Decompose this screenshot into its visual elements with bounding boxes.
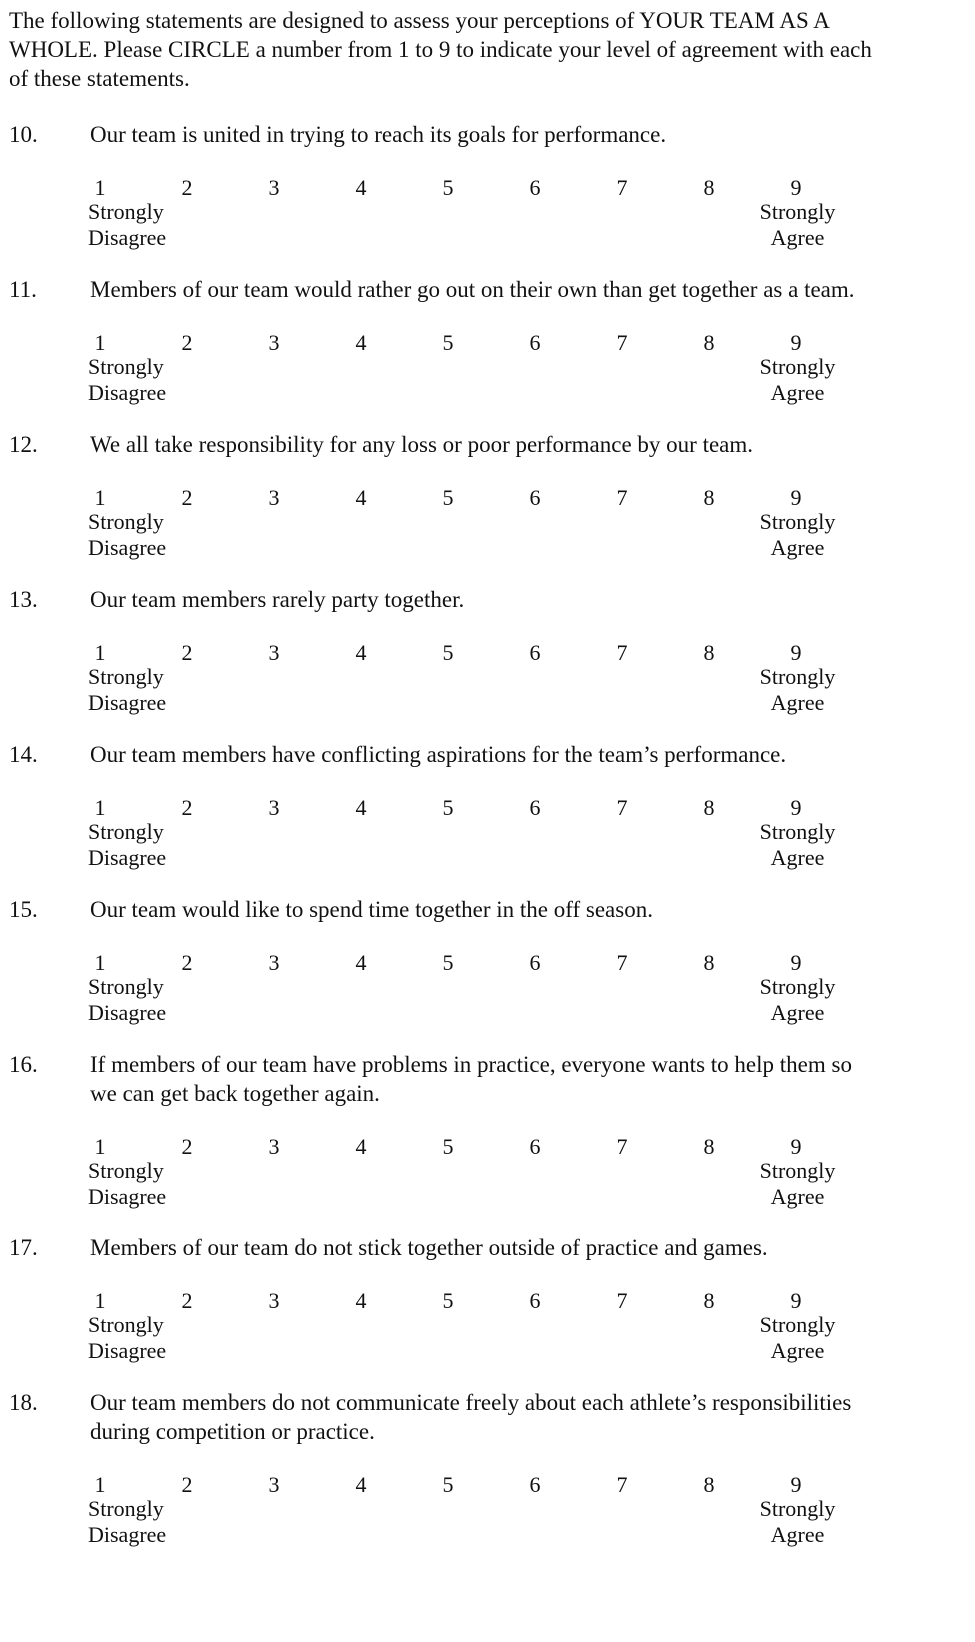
instructions [9,6,975,93]
question-text [90,120,960,149]
question-text [90,430,960,459]
rating-option-3[interactable]: 3 [268,795,280,820]
rating-option-4[interactable]: 4 [355,1288,367,1313]
rating-option-1[interactable]: 1 [94,330,106,355]
anchor-label-line: Disagree [88,690,167,715]
rating-option-1[interactable]: 1 [94,950,106,975]
rating-option-9[interactable]: 9 [790,1288,802,1313]
rating-option-6[interactable]: 6 [529,175,541,200]
question-number: 10. [9,122,38,147]
anchor-label-line: Agree [770,1000,825,1025]
rating-option-3[interactable]: 3 [268,485,280,510]
rating-option-3[interactable]: 3 [268,1288,280,1313]
question-text [90,1388,960,1446]
rating-scale [0,329,975,409]
rating-option-1[interactable]: 1 [94,175,106,200]
question-text-line: If members of our team have problems in practice, everyone wants to help them so [90,1052,852,1077]
rating-option-8[interactable]: 8 [703,795,715,820]
question-text-line: Our team members rarely party together. [90,587,465,612]
question-item [0,430,975,590]
scale-anchor-disagree [88,974,166,1026]
anchor-label-line: Strongly [88,354,164,379]
rating-scale [0,484,975,564]
rating-option-7[interactable]: 7 [616,1472,628,1497]
scale-anchor-agree [755,664,840,716]
question-item [0,1050,975,1210]
rating-option-8[interactable]: 8 [703,1134,715,1159]
anchor-label-line: Strongly [88,1496,164,1521]
rating-option-9[interactable]: 9 [790,330,802,355]
rating-option-8[interactable]: 8 [703,330,715,355]
rating-option-4[interactable]: 4 [355,950,367,975]
scale-anchor-agree [755,1158,840,1210]
anchor-label-line: Agree [770,535,825,560]
rating-option-1[interactable]: 1 [94,1472,106,1497]
anchor-label-line: Disagree [88,1184,167,1209]
rating-option-3[interactable]: 3 [268,330,280,355]
rating-option-6[interactable]: 6 [529,330,541,355]
question-text-line: We all take responsibility for any loss or poor performance by our team. [90,432,754,457]
question-text-line: Our team is united in trying to reach its goals for performance. [90,122,667,147]
rating-option-9[interactable]: 9 [790,1472,802,1497]
anchor-label-line: Agree [770,1184,825,1209]
rating-option-4[interactable]: 4 [355,1472,367,1497]
rating-scale [0,1287,975,1367]
question-number: 13. [9,587,38,612]
rating-option-7[interactable]: 7 [616,640,628,665]
rating-option-7[interactable]: 7 [616,1134,628,1159]
anchor-label-line: Agree [770,380,825,405]
rating-option-6[interactable]: 6 [529,640,541,665]
scale-anchor-agree [755,199,840,251]
rating-option-9[interactable]: 9 [790,485,802,510]
rating-scale [0,949,975,1029]
question-number: 12. [9,432,38,457]
rating-option-3[interactable]: 3 [268,1134,280,1159]
rating-option-7[interactable]: 7 [616,485,628,510]
rating-option-8[interactable]: 8 [703,485,715,510]
question-text-line: Our team members have conflicting aspirations for the team’s performance. [90,742,787,767]
question-item [0,895,975,1055]
scale-anchor-disagree [88,664,166,716]
anchor-label-line: Strongly [759,1158,836,1183]
scale-anchor-disagree [88,819,166,871]
rating-scale [0,1471,975,1551]
scale-anchor-agree [755,819,840,871]
rating-option-2[interactable]: 2 [181,795,193,820]
anchor-label-line: Strongly [759,199,836,224]
rating-option-5[interactable]: 5 [442,1134,454,1159]
scale-anchor-agree [755,354,840,406]
rating-option-8[interactable]: 8 [703,1472,715,1497]
question-item [0,120,975,280]
instructions-line-3: of these statements. [9,66,190,91]
rating-option-4[interactable]: 4 [355,485,367,510]
rating-option-1[interactable]: 1 [94,640,106,665]
question-item [0,740,975,900]
rating-option-8[interactable]: 8 [703,175,715,200]
rating-scale [0,639,975,719]
rating-option-2[interactable]: 2 [181,1472,193,1497]
scale-anchor-disagree [88,509,166,561]
question-number: 15. [9,897,38,922]
rating-option-5[interactable]: 5 [442,950,454,975]
anchor-label-line: Agree [770,690,825,715]
anchor-label-line: Disagree [88,845,167,870]
anchor-label-line: Disagree [88,1522,167,1547]
rating-option-3[interactable]: 3 [268,1472,280,1497]
anchor-label-line: Strongly [759,819,836,844]
rating-option-6[interactable]: 6 [529,1288,541,1313]
question-text-line: Our team would like to spend time together in the off season. [90,897,653,922]
question-number: 18. [9,1390,38,1415]
question-text-line: Members of our team would rather go out on their own than get together as a team. [90,277,855,302]
scale-anchor-disagree [88,199,166,251]
rating-option-7[interactable]: 7 [616,175,628,200]
scale-anchor-disagree [88,1158,166,1210]
instructions-line-1: The following statements are designed to assess your perceptions of YOUR TEAM AS A [9,8,830,33]
rating-option-8[interactable]: 8 [703,950,715,975]
scale-anchor-agree [755,1312,840,1364]
question-item [0,585,975,745]
rating-option-7[interactable]: 7 [616,795,628,820]
scale-anchor-disagree [88,1312,166,1364]
anchor-label-line: Strongly [759,354,836,379]
rating-option-9[interactable]: 9 [790,640,802,665]
rating-option-2[interactable]: 2 [181,485,193,510]
rating-option-6[interactable]: 6 [529,485,541,510]
anchor-label-line: Strongly [759,1496,836,1521]
rating-option-1[interactable]: 1 [94,1288,106,1313]
rating-option-5[interactable]: 5 [442,485,454,510]
question-text [90,895,960,924]
scale-anchor-disagree [88,1496,166,1548]
question-text-line: Members of our team do not stick together outside of practice and games. [90,1235,768,1260]
anchor-label-line: Agree [770,1338,825,1363]
scale-anchor-disagree [88,354,166,406]
anchor-label-line: Strongly [759,509,836,534]
anchor-label-line: Disagree [88,1338,167,1363]
rating-option-5[interactable]: 5 [442,1288,454,1313]
rating-option-5[interactable]: 5 [442,330,454,355]
question-text-line: during competition or practice. [90,1419,375,1444]
anchor-label-line: Disagree [88,1000,167,1025]
anchor-label-line: Strongly [759,664,836,689]
anchor-label-line: Strongly [759,1312,836,1337]
rating-option-2[interactable]: 2 [181,175,193,200]
question-number: 11. [9,277,37,302]
rating-option-6[interactable]: 6 [529,1472,541,1497]
rating-option-6[interactable]: 6 [529,950,541,975]
anchor-label-line: Agree [770,845,825,870]
rating-option-7[interactable]: 7 [616,1288,628,1313]
rating-option-5[interactable]: 5 [442,795,454,820]
rating-option-3[interactable]: 3 [268,640,280,665]
scale-anchor-agree [755,509,840,561]
rating-option-1[interactable]: 1 [94,1134,106,1159]
question-text [90,1050,960,1108]
rating-option-5[interactable]: 5 [442,1472,454,1497]
question-text-line: we can get back together again. [90,1081,380,1106]
question-item [0,1233,975,1393]
scale-anchor-agree [755,1496,840,1548]
anchor-label-line: Strongly [88,1312,164,1337]
anchor-label-line: Disagree [88,380,167,405]
question-item [0,275,975,435]
rating-option-6[interactable]: 6 [529,1134,541,1159]
rating-option-2[interactable]: 2 [181,950,193,975]
anchor-label-line: Strongly [759,974,836,999]
rating-option-4[interactable]: 4 [355,795,367,820]
rating-option-9[interactable]: 9 [790,795,802,820]
anchor-label-line: Strongly [88,1158,164,1183]
rating-option-4[interactable]: 4 [355,640,367,665]
question-number: 14. [9,742,38,767]
question-text-line: Our team members do not communicate freely about each athlete’s responsibilities [90,1390,852,1415]
rating-option-4[interactable]: 4 [355,1134,367,1159]
rating-option-3[interactable]: 3 [268,175,280,200]
anchor-label-line: Agree [770,225,825,250]
rating-scale [0,794,975,874]
rating-option-2[interactable]: 2 [181,640,193,665]
rating-option-1[interactable]: 1 [94,485,106,510]
rating-scale [0,174,975,254]
rating-option-5[interactable]: 5 [442,175,454,200]
rating-option-6[interactable]: 6 [529,795,541,820]
anchor-label-line: Strongly [88,974,164,999]
rating-option-9[interactable]: 9 [790,1134,802,1159]
rating-option-4[interactable]: 4 [355,330,367,355]
question-text [90,585,960,614]
anchor-label-line: Strongly [88,199,164,224]
anchor-label-line: Disagree [88,225,167,250]
rating-option-3[interactable]: 3 [268,950,280,975]
rating-option-8[interactable]: 8 [703,640,715,665]
question-number: 17. [9,1235,38,1260]
rating-option-2[interactable]: 2 [181,1134,193,1159]
rating-option-1[interactable]: 1 [94,795,106,820]
rating-option-7[interactable]: 7 [616,330,628,355]
rating-option-9[interactable]: 9 [790,950,802,975]
anchor-label-line: Strongly [88,509,164,534]
anchor-label-line: Agree [770,1522,825,1547]
rating-option-8[interactable]: 8 [703,1288,715,1313]
rating-option-9[interactable]: 9 [790,175,802,200]
rating-option-4[interactable]: 4 [355,175,367,200]
rating-option-7[interactable]: 7 [616,950,628,975]
anchor-label-line: Disagree [88,535,167,560]
rating-option-2[interactable]: 2 [181,1288,193,1313]
question-item [0,1388,975,1548]
anchor-label-line: Strongly [88,664,164,689]
scale-anchor-agree [755,974,840,1026]
question-text [90,740,960,769]
rating-option-5[interactable]: 5 [442,640,454,665]
rating-scale [0,1133,975,1213]
question-text [90,1233,960,1262]
question-text [90,275,960,304]
rating-option-2[interactable]: 2 [181,330,193,355]
instructions-line-2: WHOLE. Please CIRCLE a number from 1 to 9 to indicate your level of agreement with each [9,37,872,62]
anchor-label-line: Strongly [88,819,164,844]
question-number: 16. [9,1052,38,1077]
